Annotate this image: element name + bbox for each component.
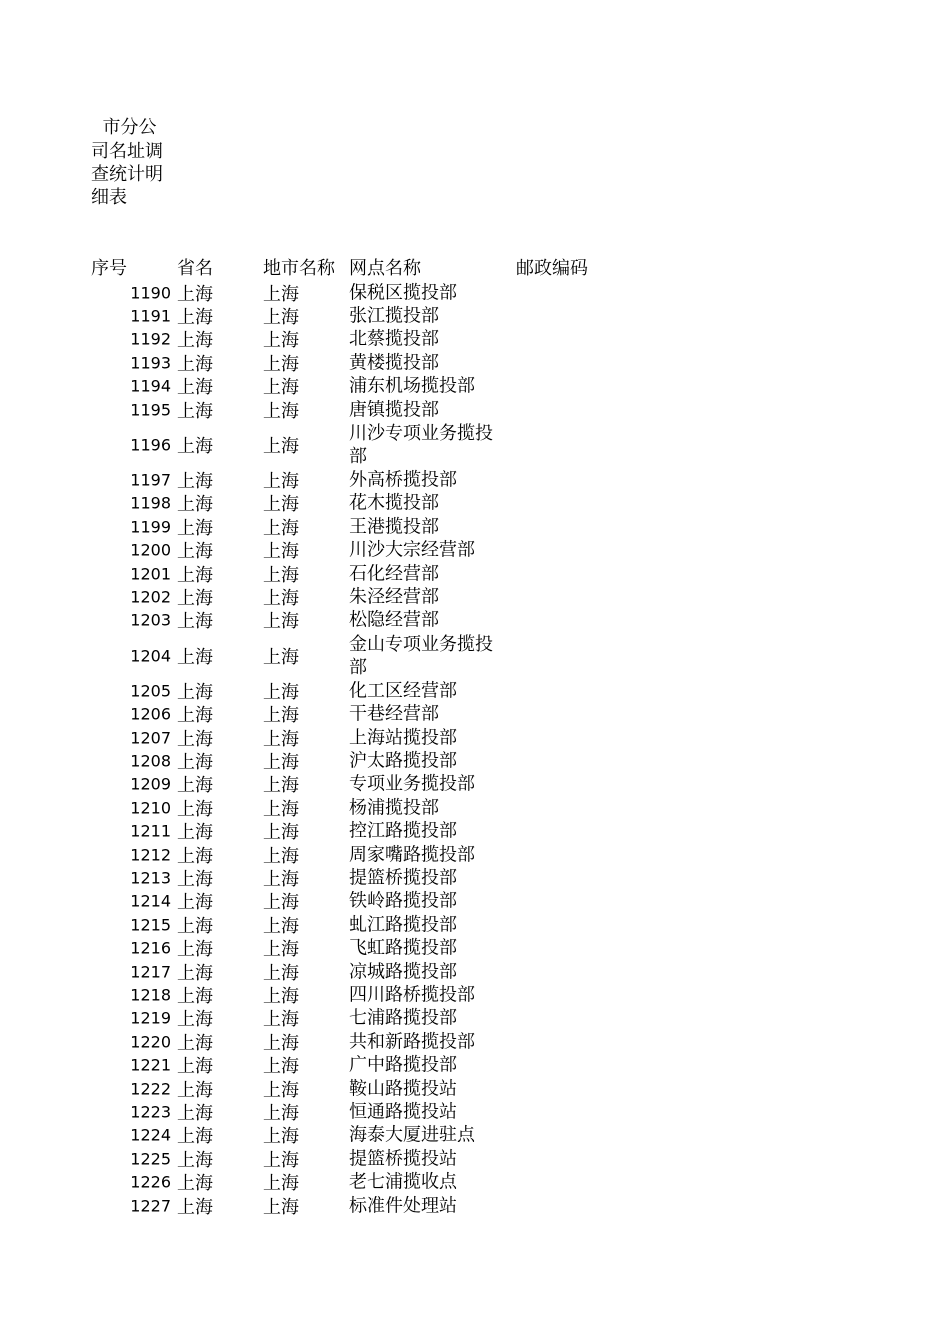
row-site: 提篮桥揽投部 [349, 867, 457, 889]
row-city: 上海 [263, 330, 299, 352]
row-city: 上海 [263, 494, 299, 516]
table-row [0, 679, 950, 702]
table-row [0, 749, 950, 772]
row-province: 上海 [177, 330, 213, 352]
row-city: 上海 [263, 1149, 299, 1171]
table-row [0, 1171, 950, 1194]
row-site: 飞虹路揽投部 [349, 937, 457, 959]
row-city: 上海 [263, 517, 299, 539]
table-row [0, 609, 950, 632]
table-row [0, 632, 950, 679]
row-province: 上海 [177, 646, 213, 668]
row-site: 外高桥揽投部 [349, 469, 457, 491]
row-city: 上海 [263, 869, 299, 891]
table-row [0, 773, 950, 796]
row-site: 王港揽投部 [349, 516, 439, 538]
row-province: 上海 [177, 611, 213, 633]
table-row [0, 1194, 950, 1217]
row-city: 上海 [263, 1009, 299, 1031]
row-seq: 1208 [130, 751, 171, 771]
table-row [0, 304, 950, 327]
row-site: 干巷经营部 [349, 703, 439, 725]
row-site: 化工区经营部 [349, 680, 457, 702]
row-seq: 1223 [130, 1102, 171, 1122]
table-row [0, 983, 950, 1006]
row-seq: 1206 [130, 704, 171, 724]
table-header [0, 257, 950, 281]
row-site: 川沙大宗经营部 [349, 539, 475, 561]
row-seq: 1217 [130, 962, 171, 982]
row-site: 保税区揽投部 [349, 282, 457, 304]
row-seq: 1225 [130, 1149, 171, 1169]
table-row [0, 960, 950, 983]
header-province: 省名 [177, 258, 213, 279]
row-province: 上海 [177, 494, 213, 516]
row-site: 唐镇揽投部 [349, 399, 439, 421]
table-row [0, 1147, 950, 1170]
row-province: 上海 [177, 892, 213, 914]
row-province: 上海 [177, 471, 213, 493]
table-row [0, 468, 950, 491]
row-seq: 1194 [130, 376, 171, 396]
row-province: 上海 [177, 1196, 213, 1218]
table-row [0, 703, 950, 726]
row-seq: 1222 [130, 1079, 171, 1099]
table-row [0, 515, 950, 538]
row-province: 上海 [177, 1103, 213, 1125]
row-city: 上海 [263, 1103, 299, 1125]
table-row [0, 843, 950, 866]
row-city: 上海 [263, 845, 299, 867]
table-row [0, 726, 950, 749]
row-seq: 1196 [130, 435, 171, 455]
table-row [0, 820, 950, 843]
row-city: 上海 [263, 986, 299, 1008]
row-site: 金山专项业务揽投部 [349, 633, 493, 678]
row-province: 上海 [177, 353, 213, 375]
row-seq: 1210 [130, 798, 171, 818]
table-row [0, 281, 950, 304]
row-seq: 1193 [130, 353, 171, 373]
row-seq: 1214 [130, 891, 171, 911]
row-seq: 1205 [130, 681, 171, 701]
row-seq: 1192 [130, 329, 171, 349]
row-site: 石化经营部 [349, 563, 439, 585]
table-row [0, 1007, 950, 1030]
row-seq: 1220 [130, 1032, 171, 1052]
row-city: 上海 [263, 611, 299, 633]
row-seq: 1191 [130, 306, 171, 326]
table-row [0, 562, 950, 585]
row-seq: 1212 [130, 845, 171, 865]
table-row [0, 398, 950, 421]
row-province: 上海 [177, 986, 213, 1008]
table-row [0, 1030, 950, 1053]
row-site: 杨浦揽投部 [349, 797, 439, 819]
row-city: 上海 [263, 705, 299, 727]
row-city: 上海 [263, 915, 299, 937]
row-province: 上海 [177, 822, 213, 844]
row-province: 上海 [177, 400, 213, 422]
row-province: 上海 [177, 705, 213, 727]
row-seq: 1207 [130, 728, 171, 748]
row-seq: 1227 [130, 1196, 171, 1216]
row-site: 共和新路揽投部 [349, 1031, 475, 1053]
row-province: 上海 [177, 1056, 213, 1078]
row-seq: 1199 [130, 517, 171, 537]
row-city: 上海 [263, 681, 299, 703]
row-province: 上海 [177, 517, 213, 539]
row-site: 上海站揽投部 [349, 727, 457, 749]
row-seq: 1218 [130, 985, 171, 1005]
row-province: 上海 [177, 435, 213, 457]
row-site: 七浦路揽投部 [349, 1007, 457, 1029]
row-seq: 1215 [130, 915, 171, 935]
title-line: 细表 [91, 187, 127, 208]
row-province: 上海 [177, 1126, 213, 1148]
row-province: 上海 [177, 1032, 213, 1054]
row-province: 上海 [177, 939, 213, 961]
row-province: 上海 [177, 798, 213, 820]
row-site: 凉城路揽投部 [349, 961, 457, 983]
row-province: 上海 [177, 681, 213, 703]
row-province: 上海 [177, 307, 213, 329]
header-postcode: 邮政编码 [516, 258, 588, 279]
row-city: 上海 [263, 798, 299, 820]
table-row [0, 375, 950, 398]
row-site: 北蔡揽投部 [349, 328, 439, 350]
row-seq: 1198 [130, 493, 171, 513]
title-line: 司名址调 [91, 141, 163, 162]
row-site: 浦东机场揽投部 [349, 375, 475, 397]
row-seq: 1204 [130, 646, 171, 666]
row-site: 周家嘴路揽投部 [349, 844, 475, 866]
row-city: 上海 [263, 588, 299, 610]
row-city: 上海 [263, 962, 299, 984]
row-city: 上海 [263, 307, 299, 329]
table-row [0, 890, 950, 913]
table-row [0, 539, 950, 562]
row-seq: 1209 [130, 774, 171, 794]
row-province: 上海 [177, 564, 213, 586]
row-seq: 1219 [130, 1008, 171, 1028]
row-site: 老七浦揽收点 [349, 1171, 457, 1193]
row-seq: 1213 [130, 868, 171, 888]
row-city: 上海 [263, 1032, 299, 1054]
table-row [0, 1054, 950, 1077]
row-city: 上海 [263, 471, 299, 493]
row-site: 控江路揽投部 [349, 820, 457, 842]
row-province: 上海 [177, 915, 213, 937]
row-site: 提篮桥揽投站 [349, 1148, 457, 1170]
table-row [0, 492, 950, 515]
row-site: 朱泾经营部 [349, 586, 439, 608]
row-city: 上海 [263, 1126, 299, 1148]
row-city: 上海 [263, 400, 299, 422]
row-province: 上海 [177, 541, 213, 563]
row-seq: 1202 [130, 587, 171, 607]
row-site: 四川路桥揽投部 [349, 984, 475, 1006]
row-seq: 1201 [130, 564, 171, 584]
row-city: 上海 [263, 892, 299, 914]
table-row [0, 913, 950, 936]
table-row [0, 585, 950, 608]
row-city: 上海 [263, 283, 299, 305]
row-city: 上海 [263, 564, 299, 586]
table-row [0, 866, 950, 889]
row-site: 张江揽投部 [349, 305, 439, 327]
row-city: 上海 [263, 377, 299, 399]
row-province: 上海 [177, 1009, 213, 1031]
row-seq: 1200 [130, 540, 171, 560]
table-row [0, 1124, 950, 1147]
table-row [0, 328, 950, 351]
row-city: 上海 [263, 752, 299, 774]
row-seq: 1211 [130, 821, 171, 841]
row-seq: 1203 [130, 610, 171, 630]
row-city: 上海 [263, 435, 299, 457]
row-site: 鞍山路揽投站 [349, 1078, 457, 1100]
row-province: 上海 [177, 283, 213, 305]
row-site: 黄楼揽投部 [349, 352, 439, 374]
row-seq: 1195 [130, 400, 171, 420]
row-city: 上海 [263, 1056, 299, 1078]
table-row [0, 351, 950, 374]
title-line: 市分公 [91, 117, 157, 138]
row-site: 花木揽投部 [349, 492, 439, 514]
row-province: 上海 [177, 377, 213, 399]
row-site: 标准件处理站 [349, 1195, 457, 1217]
table-row [0, 796, 950, 819]
row-seq: 1190 [130, 283, 171, 303]
row-province: 上海 [177, 775, 213, 797]
row-city: 上海 [263, 1173, 299, 1195]
table-row [0, 1100, 950, 1123]
row-site: 专项业务揽投部 [349, 773, 475, 795]
table-row [0, 421, 950, 468]
row-city: 上海 [263, 822, 299, 844]
row-city: 上海 [263, 939, 299, 961]
row-site: 川沙专项业务揽投部 [349, 422, 493, 467]
row-province: 上海 [177, 1173, 213, 1195]
row-city: 上海 [263, 646, 299, 668]
row-seq: 1221 [130, 1055, 171, 1075]
row-city: 上海 [263, 775, 299, 797]
row-site: 铁岭路揽投部 [349, 890, 457, 912]
row-province: 上海 [177, 588, 213, 610]
row-province: 上海 [177, 962, 213, 984]
row-province: 上海 [177, 752, 213, 774]
row-seq: 1197 [130, 470, 171, 490]
row-city: 上海 [263, 1079, 299, 1101]
row-province: 上海 [177, 1079, 213, 1101]
row-site: 海泰大厦进驻点 [349, 1124, 475, 1146]
row-seq: 1216 [130, 938, 171, 958]
table-row [0, 1077, 950, 1100]
row-province: 上海 [177, 869, 213, 891]
row-site: 松隐经营部 [349, 609, 439, 631]
row-province: 上海 [177, 845, 213, 867]
row-province: 上海 [177, 728, 213, 750]
table-row [0, 937, 950, 960]
row-city: 上海 [263, 1196, 299, 1218]
header-site: 网点名称 [349, 258, 421, 279]
row-site: 广中路揽投部 [349, 1054, 457, 1076]
row-city: 上海 [263, 353, 299, 375]
title-line: 查统计明 [91, 164, 163, 185]
row-city: 上海 [263, 541, 299, 563]
row-site: 虬江路揽投部 [349, 914, 457, 936]
header-seq: 序号 [91, 258, 127, 279]
row-seq: 1226 [130, 1172, 171, 1192]
row-seq: 1224 [130, 1125, 171, 1145]
header-city: 地市名称 [263, 258, 335, 279]
row-site: 沪太路揽投部 [349, 750, 457, 772]
row-province: 上海 [177, 1149, 213, 1171]
row-city: 上海 [263, 728, 299, 750]
row-site: 恒通路揽投站 [349, 1101, 457, 1123]
